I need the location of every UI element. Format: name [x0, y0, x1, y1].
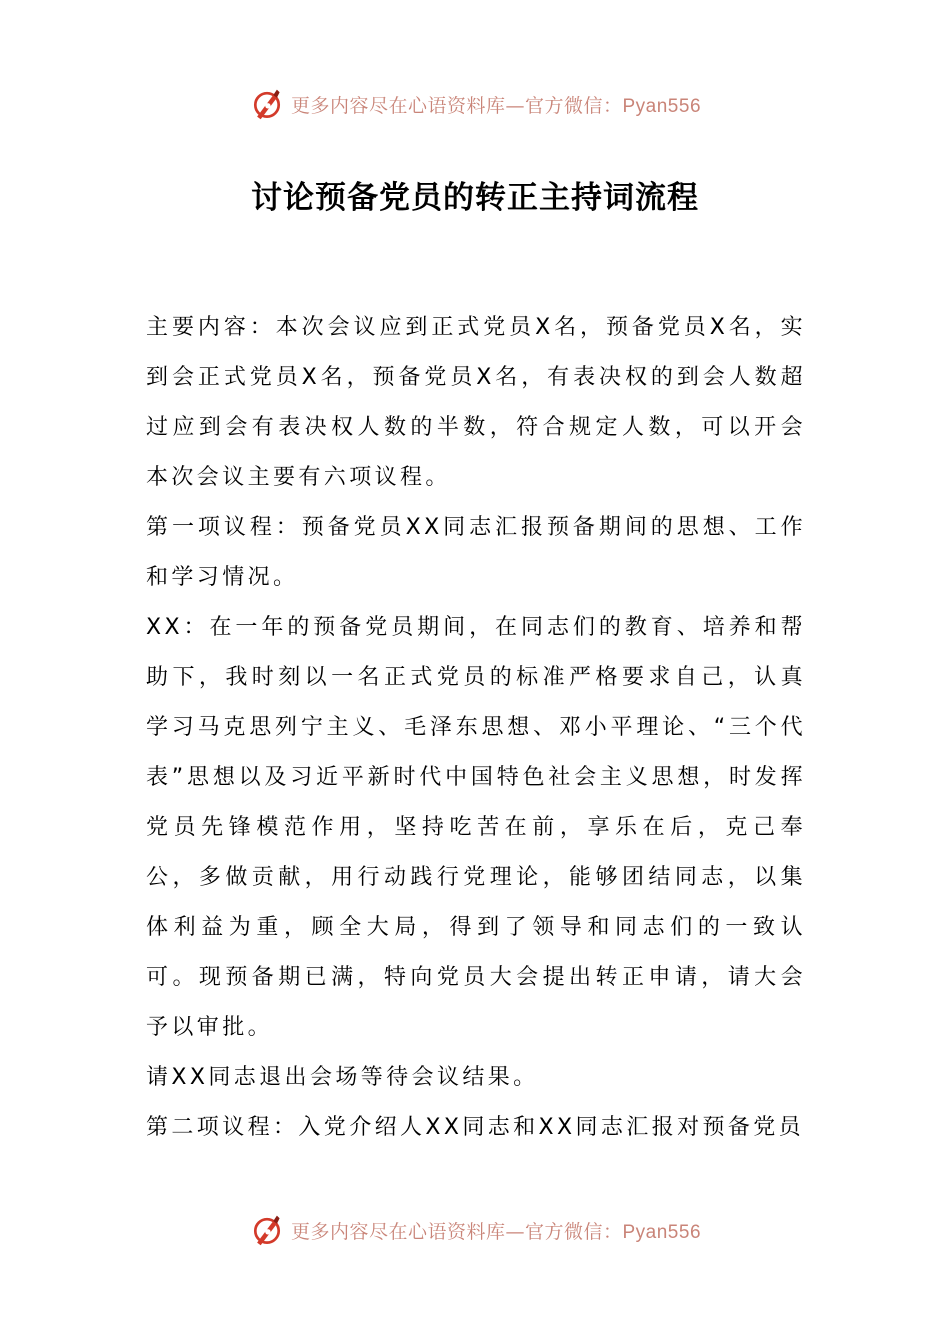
- paragraph: 主要内容：本次会议应到正式党员X名，预备党员X名，实到会正式党员X名，预备党员X名，有表决权的到会人数超过应到会有表决权人数的半数，符合规定人数，可以开会本次会议主要有六项议程。: [146, 315, 806, 490]
- paragraph: XX：在一年的预备党员期间，在同志们的教育、培养和帮助下，我时刻以一名正式党员的标准严格要求自己，认真学习马克思列宁主义、毛泽东思想、邓小平理论、“三个代表”思想以及习近平新时代中国特色社会主义思想，时发挥党员先锋模范作用，坚持吃苦在前，享乐在后，克己奉公，多做贡献，用行动践行党理论，能够团结同志，以集体利益为重，顾全大局，得到了领导和同志们的一致认可。现预备期已满，特向党员大会提出转正申请，请大会予以审批。: [146, 615, 806, 1040]
- document-body: [146, 303, 806, 1153]
- watermark-wechat-id: Pyan556: [622, 95, 702, 117]
- paragraph: 第一项议程：预备党员XX同志汇报预备期间的思想、工作和学习情况。: [146, 515, 806, 590]
- header-watermark: [0, 80, 950, 128]
- document-title: 讨论预备党员的转正主持词流程: [251, 180, 699, 216]
- paragraph: 请XX同志退出会场等待会议结果。: [146, 1065, 539, 1090]
- watermark-wechat-id: Pyan556: [622, 1221, 702, 1243]
- pen-circle-logo-icon: [249, 86, 285, 122]
- footer-watermark: [0, 1206, 950, 1254]
- watermark-text: 更多内容尽在心语资料库—官方微信：Pyan556: [290, 1220, 702, 1243]
- paragraph: 第二项议程：入党介绍人XX同志和XX同志汇报对预备党员: [146, 1115, 805, 1140]
- watermark-text: 更多内容尽在心语资料库—官方微信：Pyan556: [290, 94, 702, 117]
- pen-circle-logo-icon: [249, 1212, 285, 1248]
